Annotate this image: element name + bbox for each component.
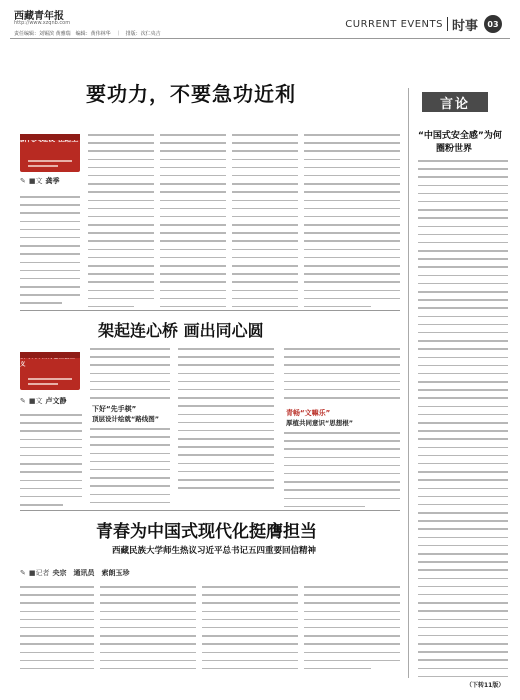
label-line bbox=[28, 160, 72, 162]
continued-note: （下转11版） bbox=[466, 682, 505, 689]
newspaper-url[interactable]: http://www.xzqnb.com bbox=[14, 20, 71, 26]
article3-col1 bbox=[20, 586, 94, 676]
article2-col4b bbox=[284, 432, 400, 514]
section-separator bbox=[20, 510, 400, 511]
article2-col2b bbox=[90, 428, 170, 510]
article2-byline bbox=[20, 396, 67, 406]
byline-author: 龚季 bbox=[45, 177, 60, 185]
section-en: CURRENT EVENTS bbox=[345, 18, 443, 30]
article3-title: 青春为中国式现代化挺膺担当 bbox=[96, 522, 317, 542]
label-line bbox=[28, 383, 58, 385]
article1-col4 bbox=[232, 134, 298, 314]
article1-col1 bbox=[20, 196, 80, 311]
opinion-title-line1: “中国式安全感”为何 bbox=[418, 131, 502, 141]
article1-byline bbox=[20, 176, 60, 186]
article2-subhead1: 下好“先手棋” bbox=[92, 405, 137, 413]
pen-icon: ✎ bbox=[20, 397, 26, 405]
opinion-tag: 言论 bbox=[422, 92, 488, 112]
label-line bbox=[28, 165, 58, 167]
column-divider bbox=[408, 88, 409, 678]
article1-col2 bbox=[88, 134, 154, 314]
article2-subhead2: 青畅“文嘛乐” bbox=[286, 409, 331, 417]
article1-col5 bbox=[304, 134, 400, 314]
article2-subhead2b: 厚植共同意识“思想根” bbox=[286, 419, 354, 427]
article2-title: 架起连心桥 画出同心圆 bbox=[98, 321, 264, 340]
pen-icon: ✎ bbox=[20, 177, 26, 185]
byline-prefix: ■记者 bbox=[28, 569, 50, 577]
byline-author: 卢文静 bbox=[45, 397, 67, 405]
editor-credits: 责任编辑：刘锡滨 黄雅瑞 编辑：黄伟林华 ｜ 排版：次仁央吉 bbox=[14, 31, 161, 37]
article1-title: 要功力，不要急功近利 bbox=[86, 82, 296, 106]
article3-col3 bbox=[202, 586, 298, 676]
masthead-rule bbox=[10, 38, 510, 39]
section-header bbox=[345, 14, 502, 34]
page-number: 03 bbox=[484, 15, 502, 33]
article2-col3 bbox=[178, 348, 274, 495]
article2-col4 bbox=[284, 348, 400, 405]
label-stripe bbox=[20, 134, 80, 140]
opinion-body bbox=[418, 160, 508, 684]
label-text: 义 bbox=[20, 362, 26, 368]
article3-subtitle: 西藏民族大学师生热议习近平总书记五四重要回信精神 bbox=[112, 546, 317, 556]
article3-col4 bbox=[304, 586, 400, 676]
label-stripe bbox=[20, 352, 80, 358]
article3-col2 bbox=[100, 586, 196, 676]
article1-col3 bbox=[160, 134, 226, 314]
article1-label-image bbox=[20, 134, 80, 172]
byline-author: 央宗 通讯员 索朗玉珍 bbox=[52, 569, 130, 577]
article3-byline bbox=[20, 568, 130, 578]
section-separator bbox=[20, 310, 400, 311]
label-line bbox=[28, 378, 72, 380]
newspaper-name: 西藏青年报 bbox=[14, 11, 64, 22]
opinion-title-line2: 圈粉世界 bbox=[436, 144, 473, 154]
article2-subhead1b: 顶层设计绘就“路线图” bbox=[92, 415, 160, 423]
section-divider bbox=[447, 17, 448, 31]
pen-icon: ✎ bbox=[20, 569, 26, 577]
byline-prefix: ■文 bbox=[28, 177, 43, 185]
article2-col2 bbox=[90, 348, 170, 405]
byline-prefix: ■文 bbox=[28, 397, 43, 405]
section-cn: 时事 bbox=[451, 18, 478, 34]
article2-label-image bbox=[20, 352, 80, 390]
article2-col1 bbox=[20, 414, 82, 512]
